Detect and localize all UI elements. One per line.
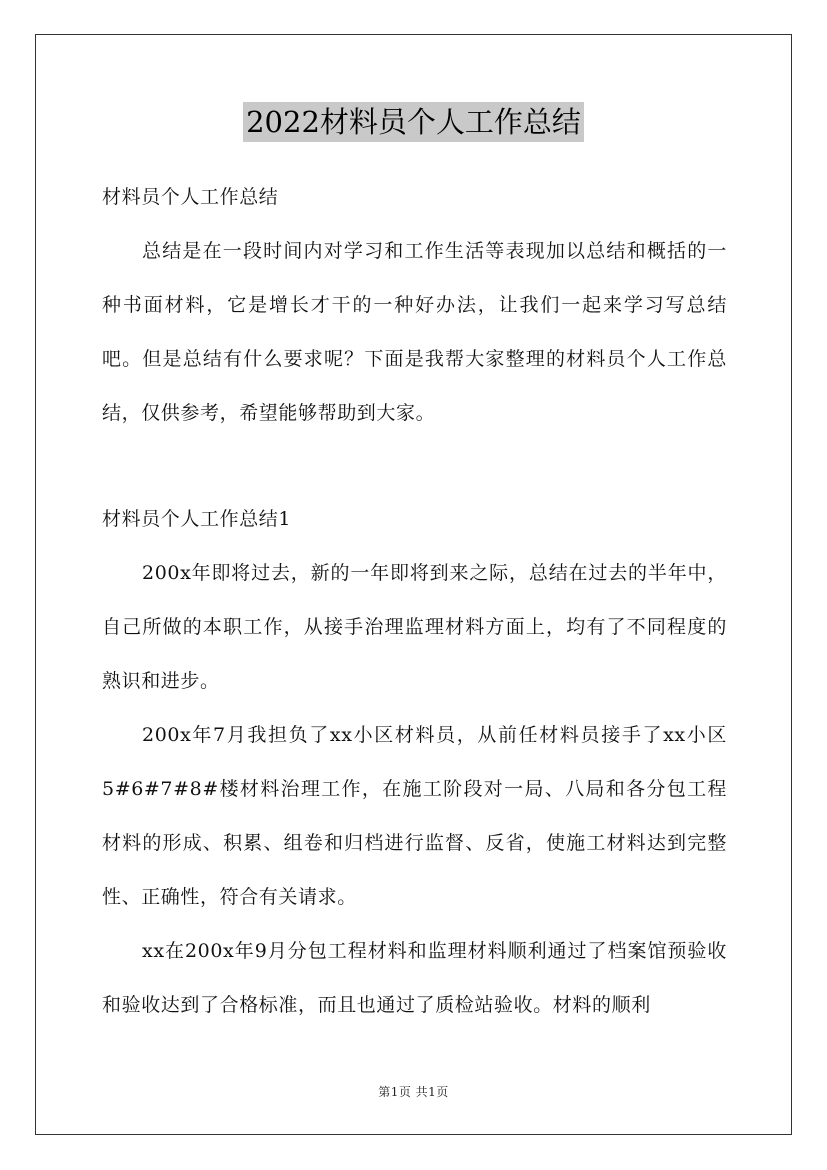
body-paragraph-2: 200x年7月我担负了xx小区材料员，从前任材料员接手了xx小区5#6#7#8#楼材料治理工作，在施工阶段对一局、八局和各分包工程材料的形成、积累、组卷和归档进行监督、反省，使施工材料达到完整性、正确性，符合有关请求。 bbox=[102, 724, 727, 908]
section-spacer bbox=[102, 440, 727, 492]
section-heading-1: 材料员个人工作总结1 bbox=[102, 508, 292, 530]
section-heading: 材料员个人工作总结 bbox=[102, 186, 279, 208]
title-container bbox=[0, 102, 827, 142]
document-title: 2022材料员个人工作总结 bbox=[243, 102, 584, 142]
intro-paragraph: 总结是在一段时间内对学习和工作生活等表现加以总结和概括的一种书面材料，它是增长才干的一种好办法，让我们一起来学习写总结吧。但是总结有什么要求呢？下面是我帮大家整理的材料员个人工作总结，仅供参考，希望能够帮助到大家。 bbox=[102, 240, 727, 424]
body-paragraph-3: xx在200x年9月分包工程材料和监理材料顺利通过了档案馆预验收和验收达到了合格标准，而且也通过了质检站验收。材料的顺利 bbox=[102, 940, 727, 1016]
document-body bbox=[102, 170, 727, 1032]
page-footer: 第1页 共1页 bbox=[378, 1085, 449, 1099]
body-paragraph-1: 200x年即将过去，新的一年即将到来之际，总结在过去的半年中，自己所做的本职工作，从接手治理监理材料方面上，均有了不同程度的熟识和进步。 bbox=[102, 562, 727, 692]
